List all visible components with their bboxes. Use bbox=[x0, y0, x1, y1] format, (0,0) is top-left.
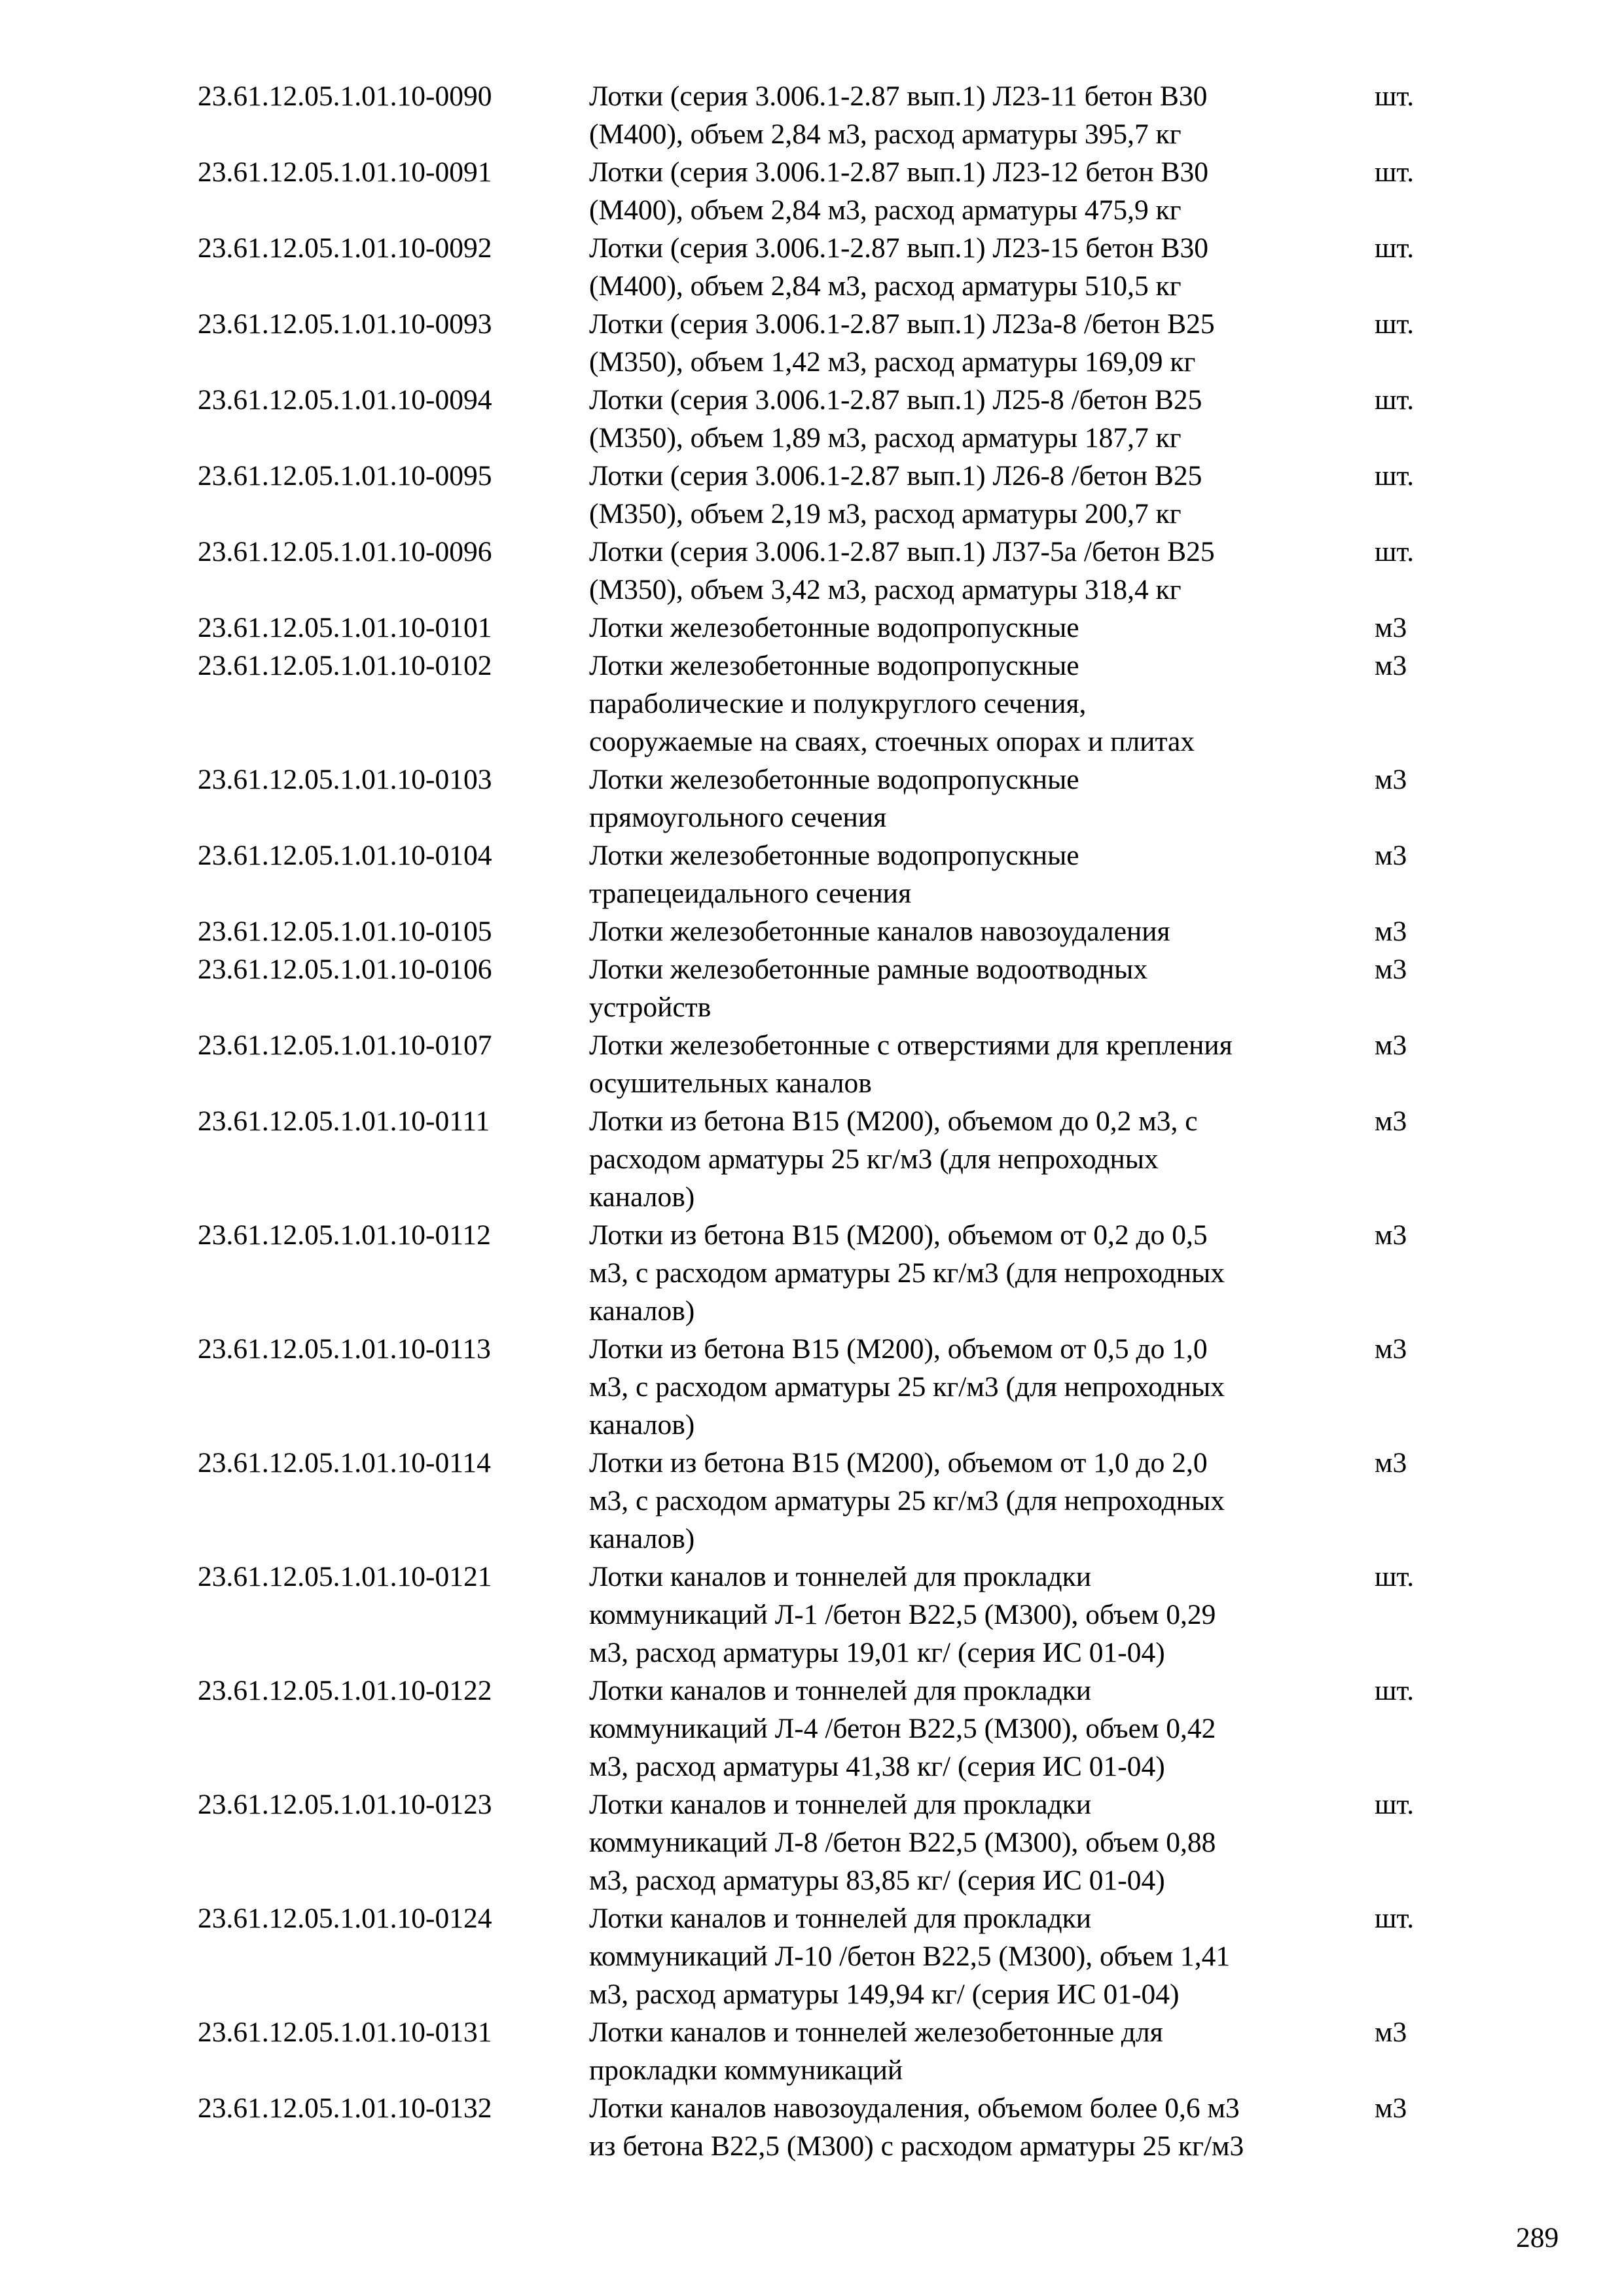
resource-description: Лотки (серия 3.006.1-2.87 вып.1) Л25-8 /бетон В25 (М350), объем 1,89 м3, расход арматуры 187,7 кг bbox=[589, 384, 1202, 454]
table-row bbox=[198, 1444, 1441, 1558]
table-row bbox=[198, 533, 1441, 609]
table-row bbox=[198, 1899, 1441, 2013]
resource-unit: м3 bbox=[1375, 840, 1407, 871]
resource-code: 23.61.12.05.1.01.10-0102 bbox=[198, 650, 492, 681]
resource-code: 23.61.12.05.1.01.10-0114 bbox=[198, 1447, 491, 1479]
resource-unit: м3 bbox=[1375, 1447, 1407, 1479]
table-row bbox=[198, 305, 1441, 381]
table-row bbox=[198, 647, 1441, 761]
table-row bbox=[198, 153, 1441, 229]
resource-unit: шт. bbox=[1375, 536, 1415, 567]
resource-unit: м3 bbox=[1375, 764, 1407, 795]
table-row bbox=[198, 609, 1441, 647]
resource-unit: м3 bbox=[1375, 1105, 1407, 1137]
resource-unit: м3 bbox=[1375, 612, 1407, 643]
resource-description: Лотки (серия 3.006.1-2.87 вып.1) Л23а-8 /бетон В25 (М350), объем 1,42 м3, расход арматуры 169,09 кг bbox=[589, 308, 1215, 378]
resource-code: 23.61.12.05.1.01.10-0092 bbox=[198, 232, 492, 264]
resource-unit: шт. bbox=[1375, 1903, 1415, 1934]
resource-description: Лотки железобетонные водопропускные трапецеидального сечения bbox=[589, 840, 1079, 909]
page-number: 289 bbox=[1516, 2222, 1559, 2253]
resource-description: Лотки железобетонные водопропускные bbox=[589, 612, 1079, 643]
resource-unit: м3 bbox=[1375, 954, 1407, 985]
resource-description: Лотки (серия 3.006.1-2.87 вып.1) Л23-15 бетон В30 (М400), объем 2,84 м3, расход арматуры 510,5 кг bbox=[589, 232, 1209, 302]
resource-unit: шт. bbox=[1375, 384, 1415, 416]
table-row bbox=[198, 1672, 1441, 1785]
resource-code: 23.61.12.05.1.01.10-0090 bbox=[198, 81, 492, 112]
resource-unit: шт. bbox=[1375, 460, 1415, 492]
table-row bbox=[198, 1102, 1441, 1216]
resource-code: 23.61.12.05.1.01.10-0124 bbox=[198, 1903, 492, 1934]
resource-code: 23.61.12.05.1.01.10-0131 bbox=[198, 2017, 492, 2048]
resource-description: Лотки (серия 3.006.1-2.87 вып.1) Л37-5а /бетон В25 (М350), объем 3,42 м3, расход арматуры 318,4 кг bbox=[589, 536, 1215, 605]
resource-code: 23.61.12.05.1.01.10-0104 bbox=[198, 840, 492, 871]
resource-code: 23.61.12.05.1.01.10-0091 bbox=[198, 156, 492, 188]
table-row bbox=[198, 912, 1441, 950]
resource-description: Лотки каналов навозоудаления, объемом более 0,6 м3 из бетона В22,5 (М300) с расходом арматуры 25 кг/м3 bbox=[589, 2092, 1244, 2162]
resource-code: 23.61.12.05.1.01.10-0105 bbox=[198, 916, 492, 947]
table-row bbox=[198, 229, 1441, 305]
resource-description: Лотки каналов и тоннелей для прокладки коммуникаций Л-10 /бетон В22,5 (М300), объем 1,41 м3, расход арматуры 149,94 кг/ (серия ИС 01-04) bbox=[589, 1903, 1231, 2010]
table-row bbox=[198, 457, 1441, 533]
resource-description: Лотки из бетона В15 (М200), объемом от 0,2 до 0,5 м3, с расходом арматуры 25 кг/м3 (для непроходных каналов) bbox=[589, 1219, 1225, 1327]
resource-code: 23.61.12.05.1.01.10-0112 bbox=[198, 1219, 491, 1251]
resource-unit: шт. bbox=[1375, 156, 1415, 188]
resource-description: Лотки из бетона В15 (М200), объемом до 0,2 м3, с расходом арматуры 25 кг/м3 (для непроходных каналов) bbox=[589, 1105, 1198, 1213]
resource-code: 23.61.12.05.1.01.10-0096 bbox=[198, 536, 492, 567]
resource-code: 23.61.12.05.1.01.10-0113 bbox=[198, 1333, 491, 1365]
resource-unit: шт. bbox=[1375, 232, 1415, 264]
table-row bbox=[198, 2089, 1441, 2165]
resource-unit: м3 bbox=[1375, 916, 1407, 947]
table-row bbox=[198, 1558, 1441, 1672]
resource-description: Лотки железобетонные каналов навозоудаления bbox=[589, 916, 1170, 947]
resource-code: 23.61.12.05.1.01.10-0111 bbox=[198, 1105, 490, 1137]
table-row bbox=[198, 761, 1441, 836]
table-row bbox=[198, 381, 1441, 457]
resource-unit: м3 bbox=[1375, 1030, 1407, 1061]
table-row bbox=[198, 1026, 1441, 1102]
resource-unit: м3 bbox=[1375, 2017, 1407, 2048]
resource-code: 23.61.12.05.1.01.10-0106 bbox=[198, 954, 492, 985]
resource-table bbox=[198, 77, 1441, 2165]
resource-description: Лотки каналов и тоннелей для прокладки коммуникаций Л-1 /бетон В22,5 (М300), объем 0,29 м3, расход арматуры 19,01 кг/ (серия ИС 01-04) bbox=[589, 1561, 1216, 1668]
table-row bbox=[198, 1216, 1441, 1330]
resource-unit: м3 bbox=[1375, 1333, 1407, 1365]
resource-code: 23.61.12.05.1.01.10-0123 bbox=[198, 1789, 492, 1820]
resource-description: Лотки железобетонные рамные водоотводных устройств bbox=[589, 954, 1148, 1023]
resource-unit: шт. bbox=[1375, 1789, 1415, 1820]
resource-unit: шт. bbox=[1375, 81, 1415, 112]
resource-code: 23.61.12.05.1.01.10-0101 bbox=[198, 612, 492, 643]
table-row bbox=[198, 950, 1441, 1026]
resource-code: 23.61.12.05.1.01.10-0107 bbox=[198, 1030, 492, 1061]
table-row bbox=[198, 1330, 1441, 1444]
resource-unit: м3 bbox=[1375, 2092, 1407, 2124]
resource-unit: шт. bbox=[1375, 1561, 1415, 1592]
resource-description: Лотки каналов и тоннелей железобетонные для прокладки коммуникаций bbox=[589, 2017, 1163, 2086]
resource-description: Лотки каналов и тоннелей для прокладки коммуникаций Л-8 /бетон В22,5 (М300), объем 0,88 м3, расход арматуры 83,85 кг/ (серия ИС 01-04) bbox=[589, 1789, 1216, 1896]
resource-description: Лотки железобетонные водопропускные параболические и полукруглого сечения, сооружаемые на сваях, стоечных опорах и плитах bbox=[589, 650, 1195, 757]
resource-description: Лотки (серия 3.006.1-2.87 вып.1) Л23-11 бетон В30 (М400), объем 2,84 м3, расход арматуры 395,7 кг bbox=[589, 81, 1208, 150]
resource-description: Лотки (серия 3.006.1-2.87 вып.1) Л26-8 /бетон В25 (М350), объем 2,19 м3, расход арматуры 200,7 кг bbox=[589, 460, 1202, 529]
resource-description: Лотки железобетонные водопропускные прямоугольного сечения bbox=[589, 764, 1079, 833]
resource-description: Лотки (серия 3.006.1-2.87 вып.1) Л23-12 бетон В30 (М400), объем 2,84 м3, расход арматуры 475,9 кг bbox=[589, 156, 1209, 226]
resource-unit: шт. bbox=[1375, 1675, 1415, 1706]
resource-code: 23.61.12.05.1.01.10-0122 bbox=[198, 1675, 492, 1706]
resource-code: 23.61.12.05.1.01.10-0095 bbox=[198, 460, 492, 492]
resource-code: 23.61.12.05.1.01.10-0093 bbox=[198, 308, 492, 340]
table-row bbox=[198, 2013, 1441, 2089]
resource-code: 23.61.12.05.1.01.10-0121 bbox=[198, 1561, 492, 1592]
resource-code: 23.61.12.05.1.01.10-0094 bbox=[198, 384, 492, 416]
resource-unit: м3 bbox=[1375, 1219, 1407, 1251]
resource-description: Лотки каналов и тоннелей для прокладки коммуникаций Л-4 /бетон В22,5 (М300), объем 0,42 м3, расход арматуры 41,38 кг/ (серия ИС 01-04) bbox=[589, 1675, 1216, 1782]
resource-description: Лотки железобетонные с отверстиями для крепления осушительных каналов bbox=[589, 1030, 1233, 1099]
resource-code: 23.61.12.05.1.01.10-0132 bbox=[198, 2092, 492, 2124]
table-row bbox=[198, 836, 1441, 912]
table-row bbox=[198, 1785, 1441, 1899]
table-row bbox=[198, 77, 1441, 153]
resource-description: Лотки из бетона В15 (М200), объемом от 0,5 до 1,0 м3, с расходом арматуры 25 кг/м3 (для непроходных каналов) bbox=[589, 1333, 1225, 1441]
resource-unit: шт. bbox=[1375, 308, 1415, 340]
resource-description: Лотки из бетона В15 (М200), объемом от 1,0 до 2,0 м3, с расходом арматуры 25 кг/м3 (для непроходных каналов) bbox=[589, 1447, 1225, 1554]
resource-unit: м3 bbox=[1375, 650, 1407, 681]
resource-code: 23.61.12.05.1.01.10-0103 bbox=[198, 764, 492, 795]
